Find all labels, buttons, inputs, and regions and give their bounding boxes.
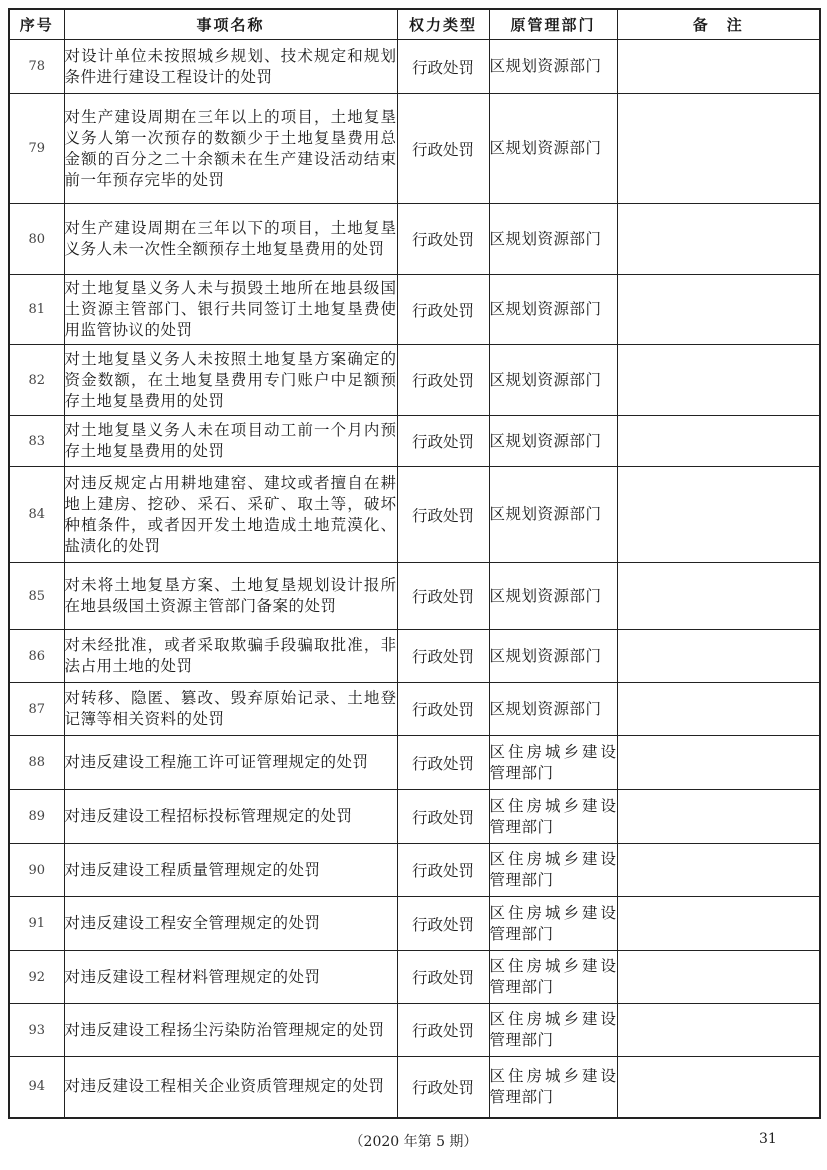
row-department: 区住房城乡建设管理部门 xyxy=(489,736,617,790)
row-power-type: 行政处罚 xyxy=(397,844,489,897)
table-row xyxy=(9,563,820,630)
header-item-name: 事项名称 xyxy=(64,9,397,40)
row-remark xyxy=(617,563,820,630)
row-index: 94 xyxy=(9,1057,64,1118)
page-number: 31 xyxy=(759,1131,777,1147)
row-department: 区规划资源部门 xyxy=(489,40,617,94)
table-row xyxy=(9,345,820,416)
row-department: 区规划资源部门 xyxy=(489,94,617,204)
row-item-name: 对违反建设工程安全管理规定的处罚 xyxy=(64,897,397,951)
row-power-type: 行政处罚 xyxy=(397,630,489,683)
table-row xyxy=(9,467,820,563)
row-item-name: 对转移、隐匿、篡改、毁弃原始记录、土地登记簿等相关资料的处罚 xyxy=(64,683,397,736)
row-department: 区住房城乡建设管理部门 xyxy=(489,1004,617,1057)
row-remark xyxy=(617,275,820,345)
row-department: 区住房城乡建设管理部门 xyxy=(489,790,617,844)
row-remark xyxy=(617,951,820,1004)
row-index: 91 xyxy=(9,897,64,951)
row-power-type: 行政处罚 xyxy=(397,897,489,951)
row-index: 92 xyxy=(9,951,64,1004)
row-power-type: 行政处罚 xyxy=(397,94,489,204)
table-row xyxy=(9,790,820,844)
row-item-name: 对未经批准，或者采取欺骗手段骗取批准，非法占用土地的处罚 xyxy=(64,630,397,683)
table-row xyxy=(9,630,820,683)
row-remark xyxy=(617,467,820,563)
row-index: 84 xyxy=(9,467,64,563)
table-row xyxy=(9,897,820,951)
row-index: 81 xyxy=(9,275,64,345)
row-department: 区住房城乡建设管理部门 xyxy=(489,844,617,897)
row-power-type: 行政处罚 xyxy=(397,467,489,563)
row-item-name: 对生产建设周期在三年以上的项目，土地复垦义务人第一次预存的数额少于土地复垦费用总金额的百分之二十余额未在生产建设活动结束前一年预存完毕的处罚 xyxy=(64,94,397,204)
row-index: 78 xyxy=(9,40,64,94)
row-index: 89 xyxy=(9,790,64,844)
row-remark xyxy=(617,1004,820,1057)
row-power-type: 行政处罚 xyxy=(397,683,489,736)
table-row xyxy=(9,1004,820,1057)
table-header-row xyxy=(9,9,820,40)
row-item-name: 对违反规定占用耕地建窑、建坟或者擅自在耕地上建房、挖砂、采石、采矿、取土等，破坏种植条件，或者因开发土地造成土地荒漠化、盐渍化的处罚 xyxy=(64,467,397,563)
row-remark xyxy=(617,736,820,790)
row-item-name: 对未将土地复垦方案、土地复垦规划设计报所在地县级国土资源主管部门备案的处罚 xyxy=(64,563,397,630)
row-item-name: 对设计单位未按照城乡规划、技术规定和规划条件进行建设工程设计的处罚 xyxy=(64,40,397,94)
row-department: 区住房城乡建设管理部门 xyxy=(489,951,617,1004)
row-remark xyxy=(617,416,820,467)
row-remark xyxy=(617,630,820,683)
row-power-type: 行政处罚 xyxy=(397,40,489,94)
row-remark xyxy=(617,345,820,416)
row-power-type: 行政处罚 xyxy=(397,563,489,630)
table-row xyxy=(9,1057,820,1118)
header-index: 序号 xyxy=(9,9,64,40)
row-item-name: 对违反建设工程招标投标管理规定的处罚 xyxy=(64,790,397,844)
row-item-name: 对违反建设工程扬尘污染防治管理规定的处罚 xyxy=(64,1004,397,1057)
header-department: 原管理部门 xyxy=(489,9,617,40)
row-power-type: 行政处罚 xyxy=(397,275,489,345)
row-power-type: 行政处罚 xyxy=(397,1004,489,1057)
row-department: 区规划资源部门 xyxy=(489,275,617,345)
row-department: 区规划资源部门 xyxy=(489,683,617,736)
row-department: 区规划资源部门 xyxy=(489,345,617,416)
row-item-name: 对违反建设工程施工许可证管理规定的处罚 xyxy=(64,736,397,790)
row-index: 82 xyxy=(9,345,64,416)
row-power-type: 行政处罚 xyxy=(397,1057,489,1118)
table-row xyxy=(9,951,820,1004)
row-remark xyxy=(617,1057,820,1118)
header-power-type: 权力类型 xyxy=(397,9,489,40)
issue-label: （2020 年第 5 期） xyxy=(349,1134,478,1150)
row-department: 区住房城乡建设管理部门 xyxy=(489,897,617,951)
row-remark xyxy=(617,683,820,736)
table-row xyxy=(9,40,820,94)
row-item-name: 对土地复垦义务人未在项目动工前一个月内预存土地复垦费用的处罚 xyxy=(64,416,397,467)
row-power-type: 行政处罚 xyxy=(397,204,489,275)
row-remark xyxy=(617,40,820,94)
row-item-name: 对违反建设工程相关企业资质管理规定的处罚 xyxy=(64,1057,397,1118)
row-remark xyxy=(617,204,820,275)
row-remark xyxy=(617,844,820,897)
row-power-type: 行政处罚 xyxy=(397,736,489,790)
row-power-type: 行政处罚 xyxy=(397,416,489,467)
row-power-type: 行政处罚 xyxy=(397,345,489,416)
row-department: 区住房城乡建设管理部门 xyxy=(489,1057,617,1118)
row-department: 区规划资源部门 xyxy=(489,467,617,563)
table-row xyxy=(9,275,820,345)
row-department: 区规划资源部门 xyxy=(489,204,617,275)
table-row xyxy=(9,736,820,790)
row-power-type: 行政处罚 xyxy=(397,951,489,1004)
table-row xyxy=(9,844,820,897)
row-index: 86 xyxy=(9,630,64,683)
row-index: 79 xyxy=(9,94,64,204)
row-remark xyxy=(617,790,820,844)
row-index: 87 xyxy=(9,683,64,736)
power-list-table xyxy=(8,8,821,1119)
row-remark xyxy=(617,897,820,951)
table-row xyxy=(9,416,820,467)
table-row xyxy=(9,204,820,275)
row-department: 区规划资源部门 xyxy=(489,416,617,467)
row-index: 85 xyxy=(9,563,64,630)
row-index: 90 xyxy=(9,844,64,897)
table-row xyxy=(9,94,820,204)
row-item-name: 对土地复垦义务人未按照土地复垦方案确定的资金数额，在土地复垦费用专门账户中足额预存土地复垦费用的处罚 xyxy=(64,345,397,416)
row-item-name: 对违反建设工程质量管理规定的处罚 xyxy=(64,844,397,897)
row-item-name: 对违反建设工程材料管理规定的处罚 xyxy=(64,951,397,1004)
row-index: 80 xyxy=(9,204,64,275)
row-index: 83 xyxy=(9,416,64,467)
row-index: 93 xyxy=(9,1004,64,1057)
row-department: 区规划资源部门 xyxy=(489,563,617,630)
row-remark xyxy=(617,94,820,204)
table-row xyxy=(9,683,820,736)
row-item-name: 对土地复垦义务人未与损毁土地所在地县级国土资源主管部门、银行共同签订土地复垦费使用监管协议的处罚 xyxy=(64,275,397,345)
row-power-type: 行政处罚 xyxy=(397,790,489,844)
header-remark: 备 注 xyxy=(617,9,820,40)
row-department: 区规划资源部门 xyxy=(489,630,617,683)
row-item-name: 对生产建设周期在三年以下的项目，土地复垦义务人未一次性全额预存土地复垦费用的处罚 xyxy=(64,204,397,275)
row-index: 88 xyxy=(9,736,64,790)
